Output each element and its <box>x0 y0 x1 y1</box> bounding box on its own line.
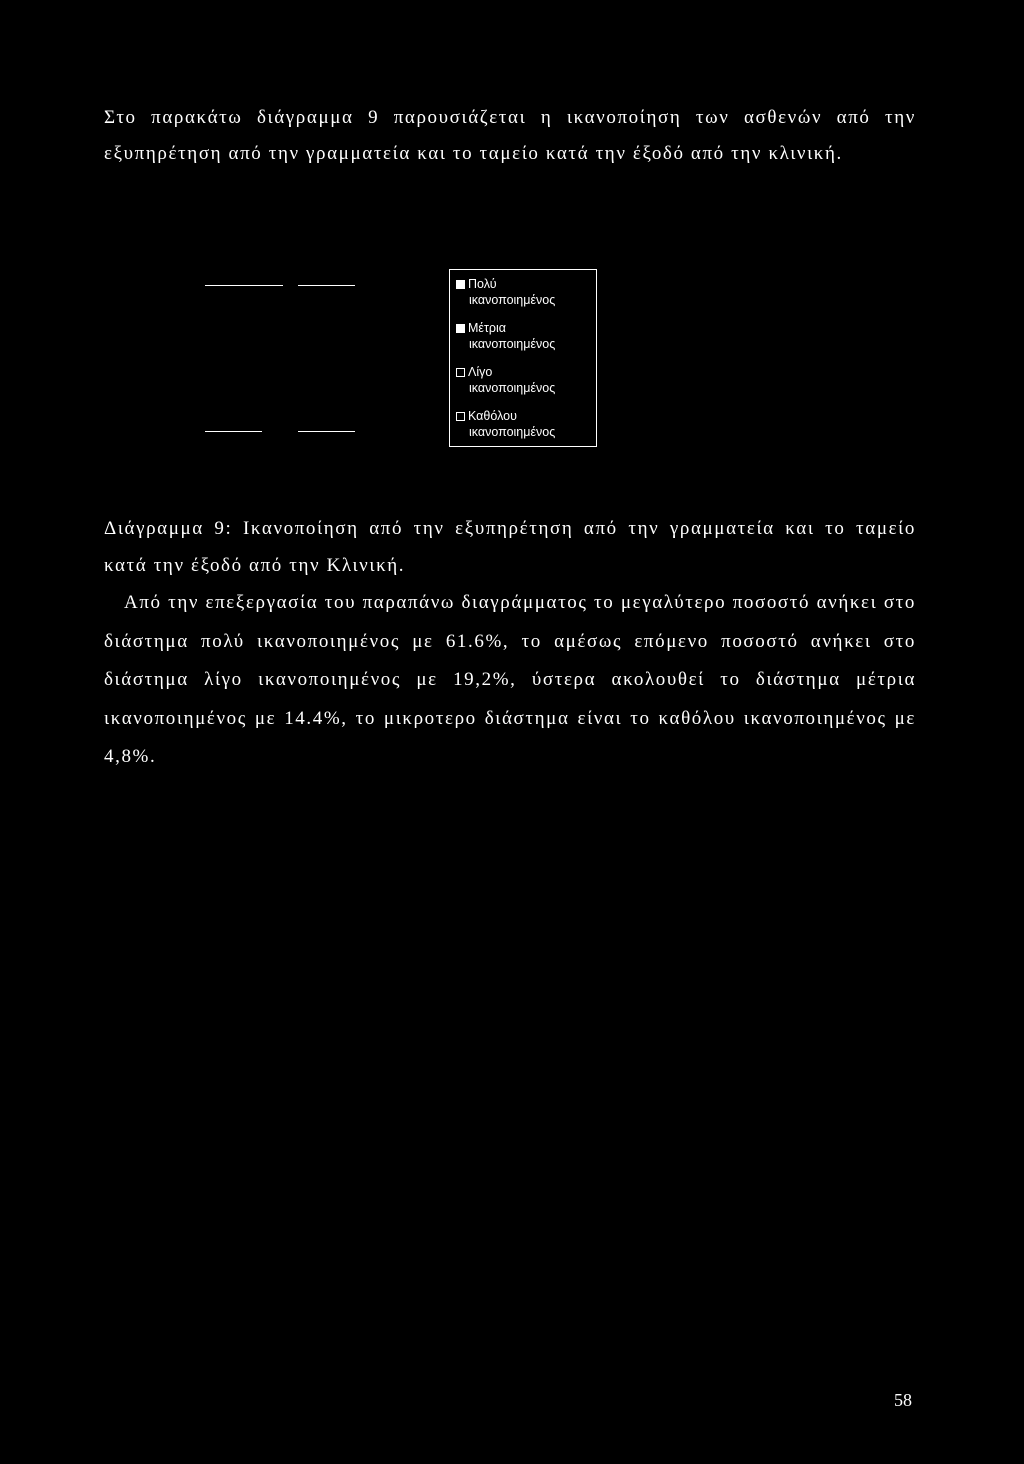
intro-paragraph: Στο παρακάτω διάγραμμα 9 παρουσιάζεται η ικανοποίηση των ασθενών από την εξυπηρέτηση από την γραμματεία και το ταμείο κατά την έξοδό από την κλινική. <box>104 107 916 164</box>
legend-entry <box>456 364 596 408</box>
chart-gridline <box>298 285 355 286</box>
chart-legend <box>449 269 597 447</box>
legend-label-rest: ικανοποιημένος <box>469 425 556 439</box>
legend-swatch <box>456 368 465 377</box>
page-number: 58 <box>894 1390 912 1410</box>
analysis-text: Από την επεξεργασία του παραπάνω διαγράμματος το μεγαλύτερο ποσοστό ανήκει στο διάστημα πολύ ικανοποιημένος με 61.6%, το αμέσως επόμενο ποσοστό ανήκει στο διάστημα λίγο ικανοποιημένος με 19,2%, ύστερα ακολουθεί το διάστημα μέτρια ικανοποιημένος με 14.4%, το μικροτερο διάστημα είναι το καθόλου ικανοποιημένος με 4,8%. <box>104 592 916 767</box>
legend-label-rest: ικανοποιημένος <box>469 293 556 307</box>
legend-swatch <box>456 412 465 421</box>
chart-gridline <box>205 285 283 286</box>
chart-gridline <box>298 431 355 432</box>
legend-label-rest: ικανοποιημένος <box>469 381 556 395</box>
legend-label-rest: ικανοποιημένος <box>469 337 556 351</box>
legend-entry <box>456 408 596 452</box>
legend-swatch <box>456 324 465 333</box>
figure-caption: Διάγραμμα 9: Ικανοποίηση από την εξυπηρέτηση από την γραμματεία και το ταμείο κατά την έξοδό από την Κλινική. <box>104 518 916 576</box>
legend-label-word: Καθόλου <box>468 409 517 423</box>
legend-entry <box>456 276 596 320</box>
analysis-paragraph <box>104 584 916 777</box>
chart-gridline <box>205 431 262 432</box>
legend-swatch <box>456 280 465 289</box>
legend-label-word: Πολύ <box>468 277 497 291</box>
legend-label-word: Λίγο <box>468 365 493 379</box>
legend-entry <box>456 320 596 364</box>
legend-label-word: Μέτρια <box>468 321 507 335</box>
